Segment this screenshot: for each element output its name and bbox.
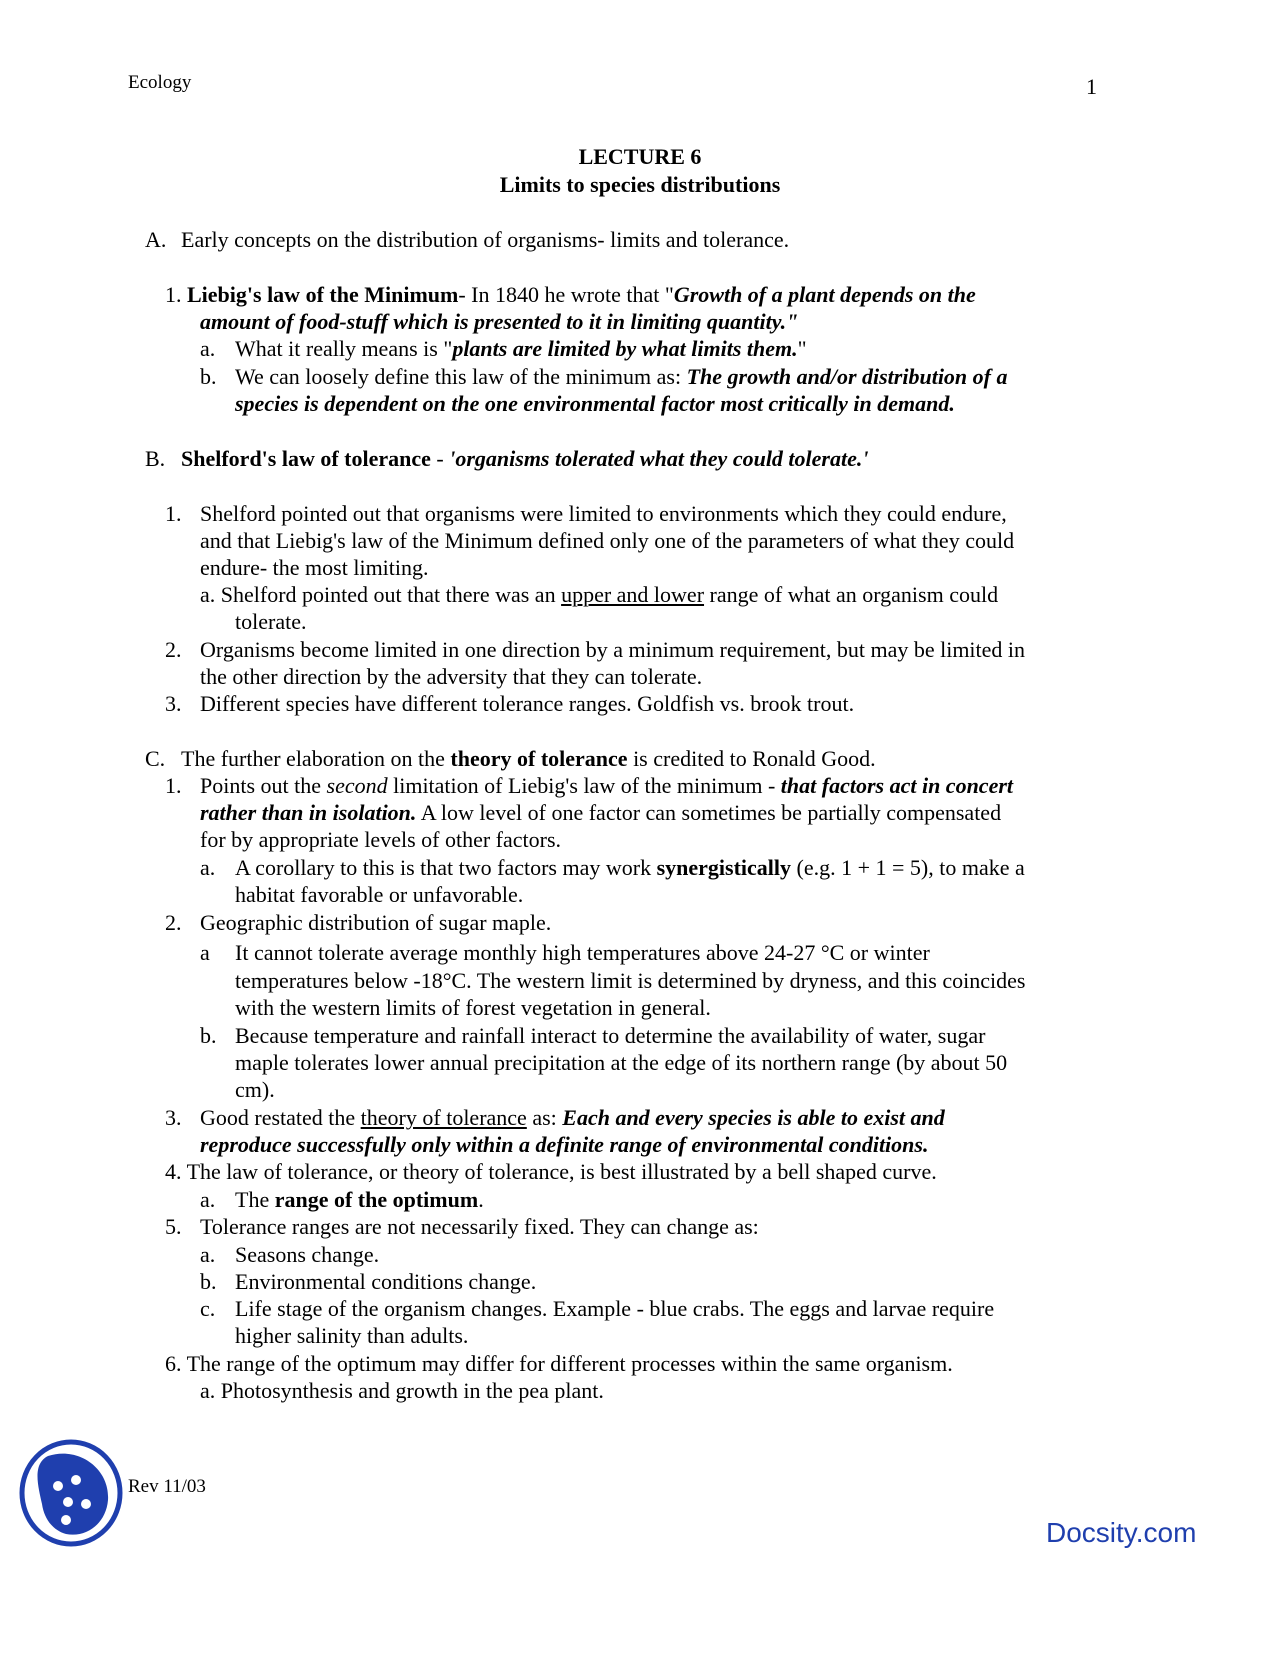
section-c-item-6: 6. The range of the optimum may differ for different processes within the same organism. — [165, 1351, 953, 1376]
section-c-item-2-sub-b-line-1: Because temperature and rainfall interact to determine the availability of water, sugar — [235, 1023, 986, 1048]
section-c-item-2-sub-a-line-3: with the western limits of forest vegetation in general. — [235, 995, 711, 1020]
section-c-item-2-sub-b-line-3: cm). — [235, 1077, 275, 1102]
section-a-sub-b-line-2: species is dependent on the one environmental factor most critically in demand. — [235, 391, 955, 416]
section-c-item-1-sub-a-line-1: A corollary to this is that two factors may work synergistically (e.g. 1 + 1 = 5), to make a — [235, 855, 1025, 880]
section-c-item-1-sub-a-marker: a. — [200, 855, 216, 880]
section-c-item-4-sub-a-marker: a. — [200, 1187, 216, 1212]
section-b-item-2-marker: 2. — [165, 637, 182, 662]
section-b-item-1-sub-a-line-2: tolerate. — [235, 609, 307, 634]
section-a-item-1-line-1: 1. Liebig's law of the Minimum- In 1840 he wrote that "Growth of a plant depends on the — [165, 282, 976, 307]
section-a-sub-a: What it really means is "plants are limited by what limits them." — [235, 336, 807, 361]
section-a-sub-a-marker: a. — [200, 336, 216, 361]
section-c-item-5-sub-b: Environmental conditions change. — [235, 1269, 537, 1294]
section-a-sub-b-line-1: We can loosely define this law of the minimum as: The growth and/or distribution of a — [235, 364, 1008, 389]
section-c-item-5-sub-c-marker: c. — [200, 1296, 216, 1321]
header-course: Ecology — [128, 72, 192, 93]
section-c-item-1-line-1: Points out the second limitation of Liebig's law of the minimum - that factors act in concert — [200, 773, 1014, 798]
section-c-item-1-line-3: for by appropriate levels of other factors. — [200, 827, 562, 852]
section-a-marker: A. — [145, 227, 167, 252]
section-c-item-2-sub-a-line-1: It cannot tolerate average monthly high temperatures above 24-27 °C or winter — [235, 940, 930, 965]
section-b-item-3: Different species have different tolerance ranges. Goldfish vs. brook trout. — [200, 691, 855, 716]
page-number: 1 — [1086, 74, 1097, 99]
section-c-item-2-sub-b-marker: b. — [200, 1023, 217, 1048]
section-c-item-5-sub-a: Seasons change. — [235, 1242, 380, 1267]
section-c-item-1-line-2: rather than in isolation. A low level of one factor can sometimes be partially compensated — [200, 800, 1002, 825]
section-a-sub-b-marker: b. — [200, 364, 217, 389]
section-c-item-3-marker: 3. — [165, 1105, 182, 1130]
footer-logo-icon — [18, 1438, 124, 1548]
section-b-heading: Shelford's law of tolerance - 'organisms tolerated what they could tolerate.' — [181, 446, 869, 471]
section-c-item-5-sub-b-marker: b. — [200, 1269, 217, 1294]
section-c-item-2-marker: 2. — [165, 910, 182, 935]
section-c-item-5-sub-c-line-2: higher salinity than adults. — [235, 1323, 469, 1348]
section-c-item-5-sub-a-marker: a. — [200, 1242, 216, 1267]
section-c-item-2-sub-b-line-2: maple tolerates lower annual precipitation at the edge of its northern range (by about 50 — [235, 1050, 1008, 1075]
section-c-item-1-marker: 1. — [165, 773, 182, 798]
section-b-item-2-line-1: Organisms become limited in one direction by a minimum requirement, but may be limited in — [200, 637, 1026, 662]
section-a-item-1-line-2: amount of food-stuff which is presented to it in limiting quantity." — [200, 309, 799, 334]
page-title: Limits to species distributions — [499, 172, 781, 197]
section-c-item-4: 4. The law of tolerance, or theory of tolerance, is best illustrated by a bell shaped curve. — [165, 1159, 937, 1184]
section-b-item-3-marker: 3. — [165, 691, 182, 716]
revision-label: Rev 11/03 — [128, 1476, 206, 1497]
section-c-item-5: Tolerance ranges are not necessarily fixed. They can change as: — [200, 1214, 759, 1239]
section-c-item-4-sub-a: The range of the optimum. — [235, 1187, 484, 1212]
section-c-marker: C. — [145, 746, 166, 771]
docsity-watermark: Docsity.com — [1046, 1517, 1197, 1548]
section-c-item-5-marker: 5. — [165, 1214, 182, 1239]
section-c-item-3-line-2: reproduce successfully only within a definite range of environmental conditions. — [200, 1132, 929, 1157]
section-c-item-6-sub-a: a. Photosynthesis and growth in the pea plant. — [200, 1378, 604, 1403]
section-b-item-2-line-2: the other direction by the adversity that they can tolerate. — [200, 664, 703, 689]
section-b-marker: B. — [145, 446, 166, 471]
section-c-item-1-sub-a-line-2: habitat favorable or unfavorable. — [235, 882, 524, 907]
section-b-item-1-line-3: endure- the most limiting. — [200, 555, 429, 580]
section-b-item-1-line-2: and that Liebig's law of the Minimum defined only one of the parameters of what they could — [200, 528, 1015, 553]
section-c-item-3-line-1: Good restated the theory of tolerance as: Each and every species is able to exist and — [200, 1105, 945, 1130]
section-a-text: Early concepts on the distribution of organisms- limits and tolerance. — [181, 227, 790, 252]
lecture-number: LECTURE 6 — [578, 144, 702, 169]
section-c-item-2-sub-a-line-2: temperatures below -18°C. The western limit is determined by dryness, and this coincides — [235, 968, 1026, 993]
section-c-item-2-sub-a-marker: a — [200, 940, 210, 965]
section-b-item-1-sub-a: a. Shelford pointed out that there was an upper and lower range of what an organism could — [200, 582, 999, 607]
section-b-item-1-line-1: Shelford pointed out that organisms were limited to environments which they could endure, — [200, 501, 1007, 526]
section-c-item-2: Geographic distribution of sugar maple. — [200, 910, 552, 935]
section-b-item-1-marker: 1. — [165, 501, 182, 526]
section-c-heading: The further elaboration on the theory of tolerance is credited to Ronald Good. — [181, 746, 876, 771]
section-c-item-5-sub-c-line-1: Life stage of the organism changes. Example - blue crabs. The eggs and larvae require — [235, 1296, 995, 1321]
